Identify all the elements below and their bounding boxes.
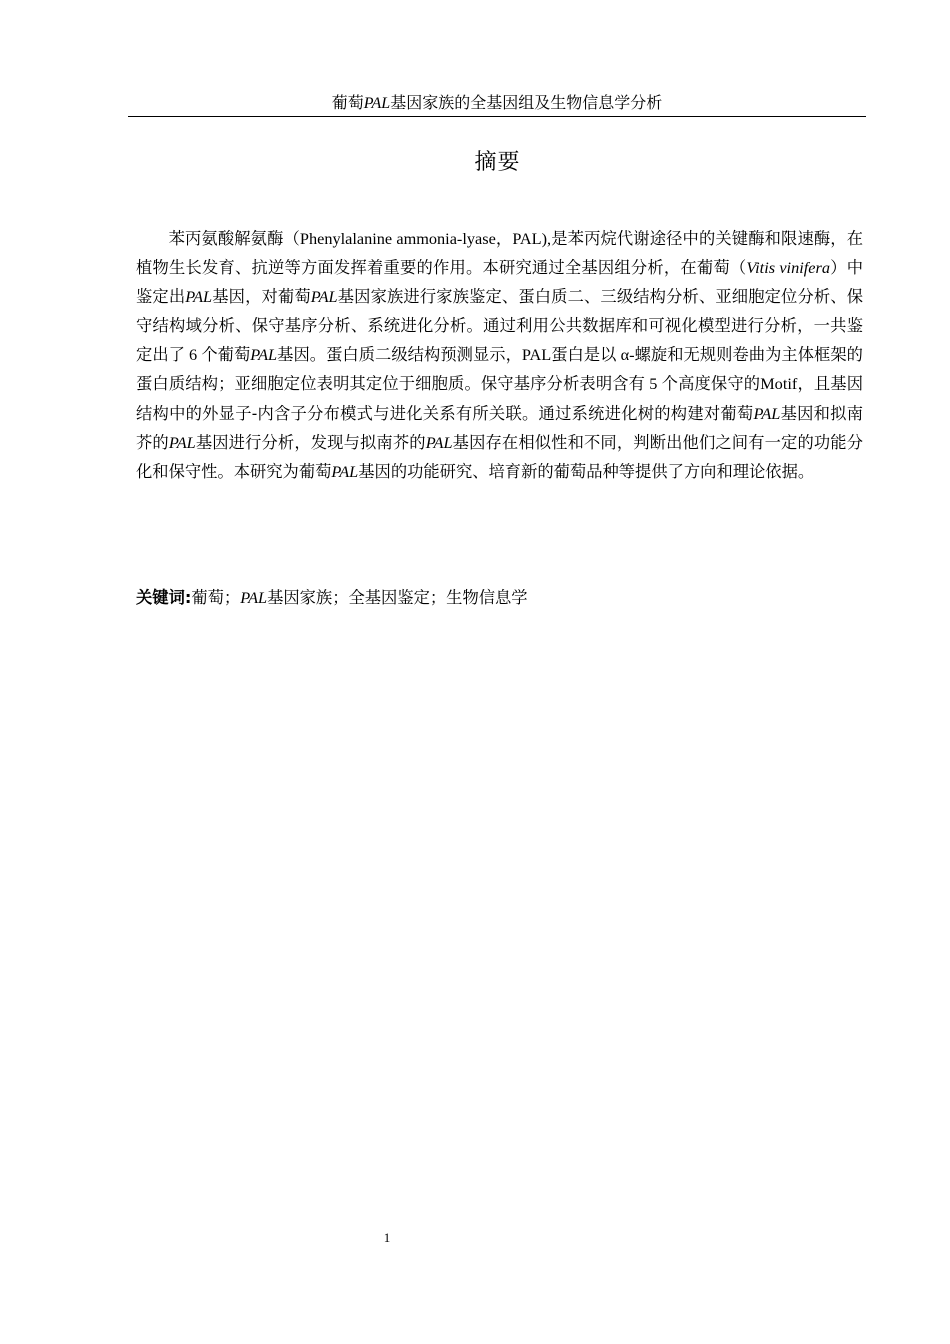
- abstract-alpha: α-: [616, 345, 635, 365]
- abstract-number: 6: [184, 345, 202, 365]
- abstract-motif: Motif: [760, 374, 798, 394]
- abstract-gene-name: PAL: [331, 461, 359, 481]
- abstract-gene-name: PAL: [425, 432, 453, 452]
- abstract-paragraph: [136, 224, 863, 486]
- page-number: 1: [383, 1230, 391, 1245]
- abstract-text: 苯丙氨酸解氨酶（: [168, 229, 300, 248]
- abstract-text: 基因存在相似性和不同，判断出他们之间有一定的功能分化和保守性。本研究为葡萄: [136, 432, 863, 481]
- abstract-text: 个高度保守的: [661, 374, 761, 394]
- abstract-text: 基因。蛋白质二级结构预测显示，: [277, 345, 522, 365]
- abstract-text: 蛋白是以: [551, 345, 617, 365]
- abstract-text: 基因家族进行家族鉴定、蛋白质二、三级结构分析、亚细胞定位分析、保守结构域分析、保守基序分析、系统进化分析。通过利用公共数据库和可视化模型进行分析，一共鉴定出了: [136, 287, 863, 365]
- abstract-text: 螺旋和无规则卷曲为主体框架的蛋白质结构；亚细胞定位表明其定位于细胞质。保守基序分析表明含有: [136, 345, 863, 394]
- abstract-english-name: Phenylalanine ammonia-lyase，PAL),: [299, 229, 552, 248]
- header-title-part2: 基因家族的全基因组及生物信息学分析: [390, 93, 663, 112]
- abstract-protein-name: PAL: [521, 345, 552, 365]
- abstract-text: 基因进行分析，发现与拟南芥的: [195, 432, 426, 452]
- header-title-part1: 葡萄: [331, 93, 364, 112]
- header-title-gene: PAL: [363, 95, 391, 112]
- abstract-gene-name: PAL: [310, 287, 338, 307]
- abstract-text: ）中鉴定出: [136, 258, 863, 307]
- abstract-text: ，且基因结构中的外显子-内含子分布模式与进化关系有所关联。通过系统进化树的构建对葡萄: [136, 374, 863, 423]
- abstract-gene-name: PAL: [185, 287, 213, 307]
- abstract-gene-name: PAL: [753, 403, 781, 423]
- running-header: [128, 92, 866, 117]
- abstract-text: 个葡萄: [201, 345, 251, 365]
- abstract-gene-name: PAL: [168, 432, 196, 452]
- keywords-text: 葡萄；: [191, 588, 241, 607]
- abstract-gene-name: PAL: [250, 345, 278, 365]
- abstract-species-name: Vitis vinifera: [746, 258, 830, 278]
- abstract-text: 基因的功能研究、培育新的葡萄品种等提供了方向和理论依据。: [358, 461, 815, 481]
- keywords-label: 关键词:: [136, 588, 192, 607]
- keywords-text: 基因家族；全基因鉴定；生物信息学: [267, 588, 528, 607]
- abstract-number: 5: [645, 374, 662, 394]
- abstract-text: 基因和拟南芥的: [136, 403, 863, 452]
- keywords-gene-name: PAL: [240, 588, 268, 607]
- keywords: [136, 584, 863, 612]
- abstract-title: 摘要: [474, 150, 521, 175]
- abstract-text: 是苯丙烷代谢途径中的关键酶和限速酶，在植物生长发育、抗逆等方面发挥着重要的作用。本研究通过全基因组分析，在葡萄（: [136, 229, 863, 278]
- abstract-text: 基因，对葡萄: [212, 287, 311, 307]
